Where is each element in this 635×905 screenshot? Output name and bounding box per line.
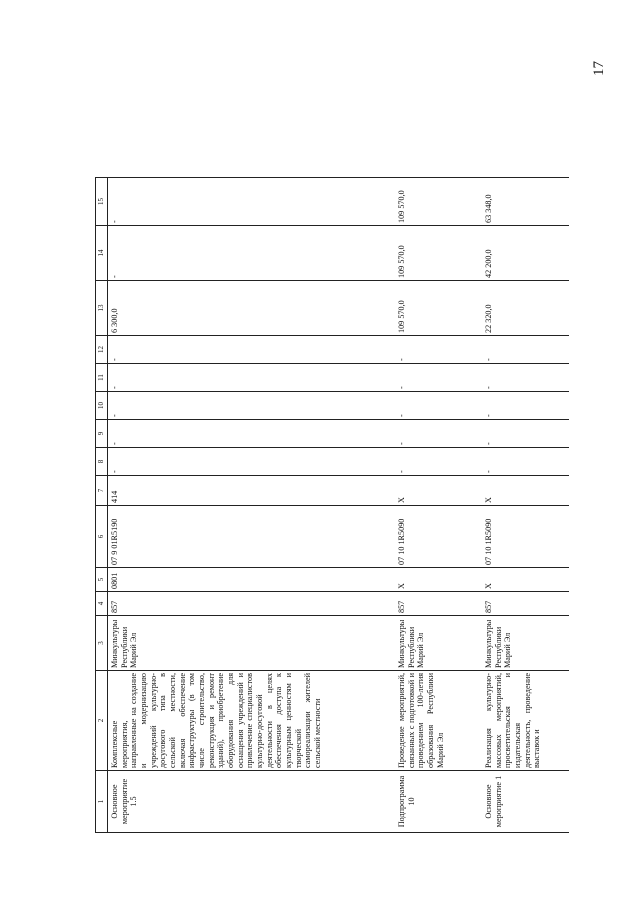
col-header: 13 <box>96 281 108 336</box>
cell-value: - <box>482 392 569 420</box>
row-description: Проведение мероприятий, связанных с подготовкой и проведением 100-летия образования Республики Марий Эл <box>395 671 482 771</box>
cell-value: - <box>108 420 396 448</box>
cell-value: - <box>482 336 569 364</box>
page-number: 17 <box>591 61 607 76</box>
cell-value: 22 320,0 <box>482 281 569 336</box>
executor: Минкультуры Республики Марий Эл <box>395 616 482 671</box>
cell-value: 109 570,0 <box>395 226 482 281</box>
cell-csr: 07 10 1R5090 <box>482 506 569 568</box>
budget-table <box>95 177 569 833</box>
col-header: 1 <box>96 771 108 833</box>
col-header: 8 <box>96 448 108 476</box>
cell-csr: 07 9 01R5190 <box>108 506 396 568</box>
cell-rzpr: X <box>482 568 569 592</box>
col-header: 2 <box>96 671 108 771</box>
col-header: 5 <box>96 568 108 592</box>
cell-value: - <box>482 420 569 448</box>
cell-value: 6 300,0 <box>108 281 396 336</box>
cell-value: 109 570,0 <box>395 281 482 336</box>
cell-rzpr: 0801 <box>108 568 396 592</box>
cell-value: - <box>108 336 396 364</box>
col-header: 11 <box>96 364 108 392</box>
cell-value: - <box>395 364 482 392</box>
cell-vr: 414 <box>108 476 396 506</box>
col-header: 14 <box>96 226 108 281</box>
cell-value: - <box>108 448 396 476</box>
executor: Минкультуры Республики Марий Эл <box>482 616 569 671</box>
cell-value: - <box>108 178 396 226</box>
col-header: 10 <box>96 392 108 420</box>
col-header: 12 <box>96 336 108 364</box>
cell-grbs: 857 <box>482 592 569 616</box>
cell-value: 42 200,0 <box>482 226 569 281</box>
column-number-row <box>96 178 108 833</box>
cell-value: - <box>108 364 396 392</box>
row-description: Реализация культурно-массовых мероприятий, просветительская и издательская деятельность, проведение выставок и <box>482 671 569 771</box>
cell-value: - <box>482 448 569 476</box>
cell-value: - <box>395 392 482 420</box>
cell-grbs: 857 <box>108 592 396 616</box>
row-label: Подпрограмма 10 <box>395 771 482 833</box>
cell-rzpr: X <box>395 568 482 592</box>
cell-value: - <box>395 420 482 448</box>
cell-value: - <box>482 364 569 392</box>
table-row <box>108 178 396 833</box>
col-header: 6 <box>96 506 108 568</box>
col-header: 15 <box>96 178 108 226</box>
cell-vr: X <box>395 476 482 506</box>
table-row <box>482 178 569 833</box>
cell-value: 63 348,0 <box>482 178 569 226</box>
cell-vr: X <box>482 476 569 506</box>
cell-value: - <box>108 392 396 420</box>
cell-value: - <box>108 226 396 281</box>
cell-grbs: 857 <box>395 592 482 616</box>
col-header: 3 <box>96 616 108 671</box>
row-label: Основное мероприятие 1 <box>482 771 569 833</box>
row-label: Основное мероприятие 1.5 <box>108 771 396 833</box>
row-description: Комплексные мероприятия, направленные на создание и модернизацию учреждений культурно-досугового типа в сельской местности, включая обеспечение инфраструктуры (в том числе строительство, реконструкция и ремонт зданий), приобретение оборудования для оснащения учреждений и привлечение специалистов культурно-досуговой деятельности в целях обеспечения доступа к культурным ценностям и творческой самореализации жителей сельской местности <box>108 671 396 771</box>
cell-value: - <box>395 336 482 364</box>
cell-csr: 07 10 1R5090 <box>395 506 482 568</box>
col-header: 7 <box>96 476 108 506</box>
cell-value: 109 570,0 <box>395 178 482 226</box>
col-header: 9 <box>96 420 108 448</box>
cell-value: - <box>395 448 482 476</box>
col-header: 4 <box>96 592 108 616</box>
executor: Минкультуры Республики Марий Эл <box>108 616 396 671</box>
table-row <box>395 178 482 833</box>
